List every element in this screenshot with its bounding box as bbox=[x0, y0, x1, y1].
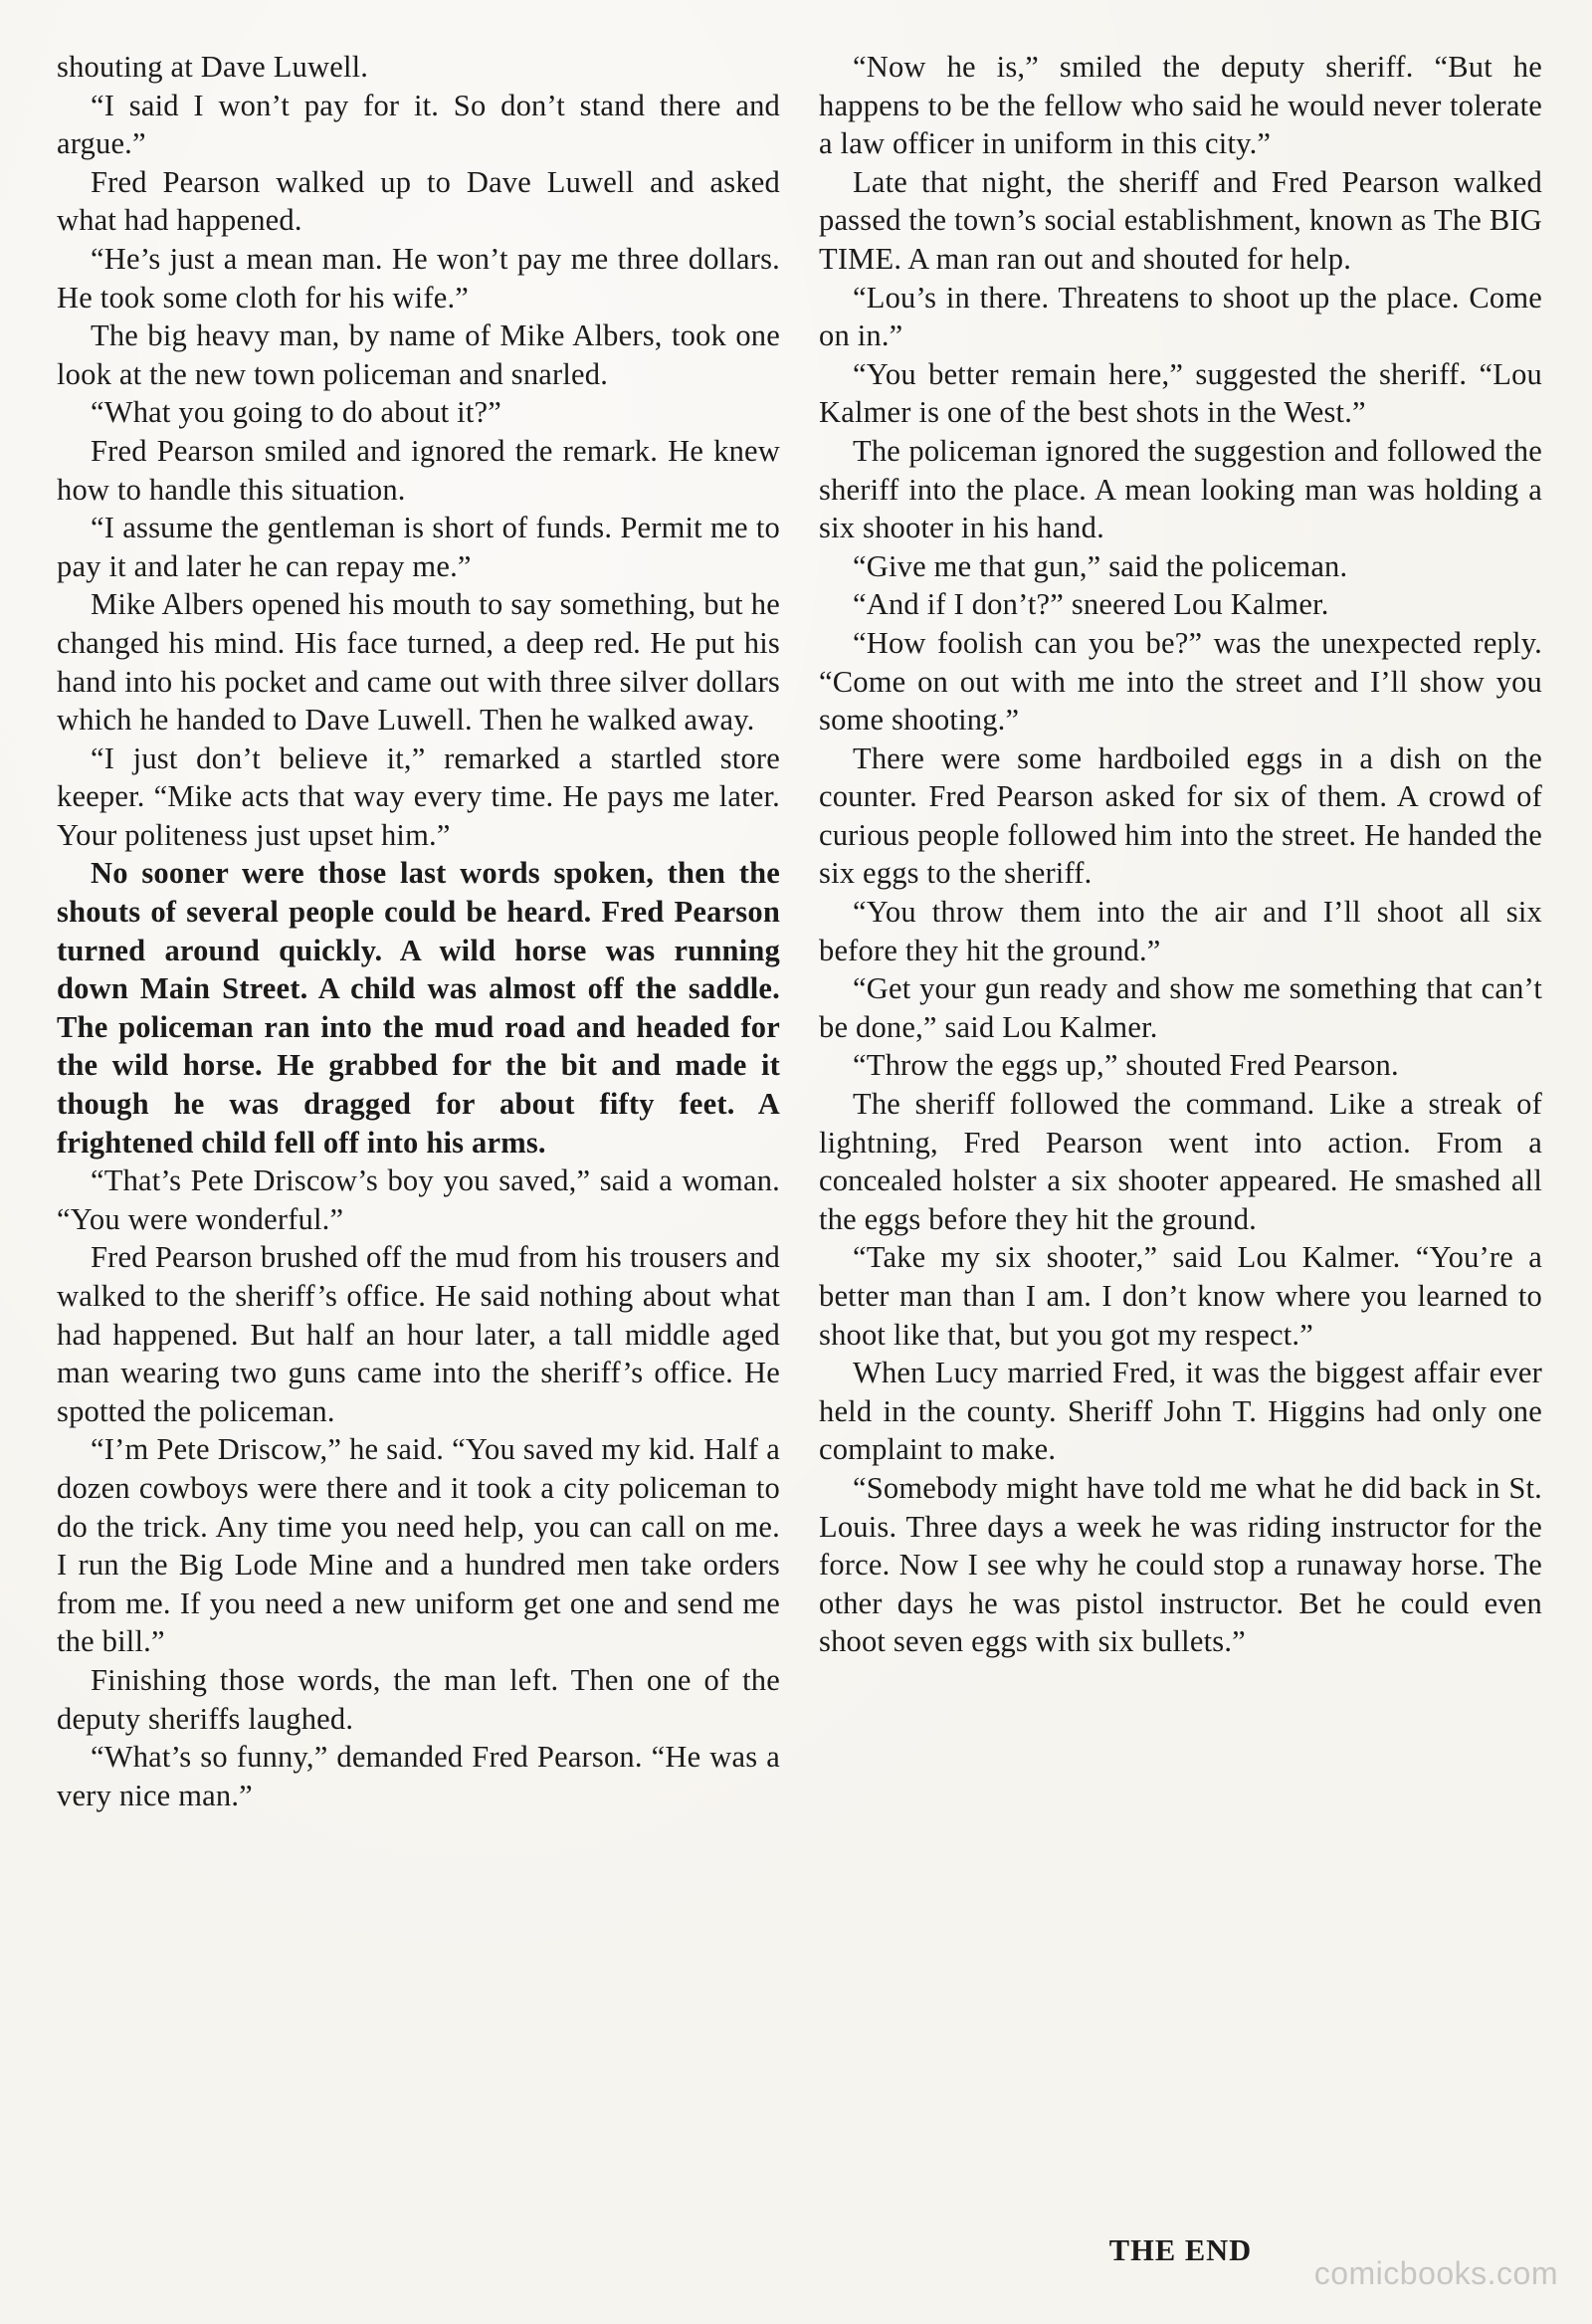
paragraph: When Lucy married Fred, it was the biggest affair ever held in the county. Sheriff John T. Higgins had only one complaint to make. bbox=[819, 1356, 1542, 1467]
paragraph: The sheriff followed the command. Like a streak of lightning, Fred Pearson went into action. From a concealed holster a six shooter appeared. He smashed all the eggs before they hit the ground. bbox=[819, 1087, 1542, 1236]
right-text-column bbox=[819, 48, 1542, 1661]
paragraph: “Throw the eggs up,” shouted Fred Pearson. bbox=[853, 1048, 1399, 1083]
the-end-label: THE END bbox=[1108, 2233, 1253, 2267]
watermark: comicbooks.com bbox=[1313, 2255, 1558, 2291]
paragraph: “Get your gun ready and show me something that can’t be done,” said Lou Kalmer. bbox=[819, 971, 1542, 1044]
paragraph: Fred Pearson brushed off the mud from his trousers and walked to the sheriff’s office. He said nothing about what had happened. But half an hour later, a tall middle aged man wearing two guns came into the sheriff’s office. He spotted the policeman. bbox=[57, 1240, 780, 1428]
paragraph: The big heavy man, by name of Mike Albers, took one look at the new town policeman and snarled. bbox=[57, 318, 780, 391]
paragraph: “You better remain here,” suggested the sheriff. “Lou Kalmer is one of the best shots in the West.” bbox=[819, 356, 1542, 430]
paragraph: “And if I don’t?” sneered Lou Kalmer. bbox=[853, 587, 1329, 622]
paragraph: “I’m Pete Driscow,” he said. “You saved my kid. Half a dozen cowboys were there and it took a city policeman to do the trick. Any time you need help, you can call on me. I run the Big Lode Mine and a hundred men take orders from me. If you need a new uniform get one and send me the bill.” bbox=[57, 1432, 780, 1659]
paragraph: Late that night, the sheriff and Fred Pearson walked passed the town’s social establishment, known as The BIG TIME. A man ran out and shouted for help. bbox=[819, 164, 1542, 276]
paragraph: “Give me that gun,” said the policeman. bbox=[853, 548, 1348, 583]
paragraph: “I assume the gentleman is short of funds. Permit me to pay it and later he can repay me.” bbox=[57, 511, 780, 583]
paragraph: “Take my six shooter,” said Lou Kalmer. “You’re a better man than I am. I don’t know where you learned to shoot like that, but you got my respect.” bbox=[819, 1240, 1542, 1352]
paragraph: “Lou’s in there. Threatens to shoot up the place. Come on in.” bbox=[819, 280, 1542, 353]
paragraph: The policeman ignored the suggestion and followed the sheriff into the place. A mean looking man was holding a six shooter in his hand. bbox=[819, 433, 1542, 545]
paragraph: Fred Pearson walked up to Dave Luwell and asked what had happened. bbox=[57, 164, 780, 238]
paragraph: shouting at Dave Luwell. bbox=[57, 50, 369, 84]
paragraph: “Somebody might have told me what he did back in St. Louis. Three days a week he was riding instructor for the force. Now I see why he could stop a runaway horse. The other days he was pistol instructor. Bet he could even shoot seven eggs with six bullets.” bbox=[819, 1470, 1542, 1659]
paragraph: “Now he is,” smiled the deputy sheriff. “But he happens to be the fellow who said he would never tolerate a law officer in uniform in this city.” bbox=[819, 50, 1542, 161]
left-text-column bbox=[57, 48, 780, 1814]
paragraph: There were some hardboiled eggs in a dish on the counter. Fred Pearson asked for six of them. A crowd of curious people followed him into the street. He handed the six eggs to the sheriff. bbox=[819, 740, 1542, 891]
paragraph: Finishing those words, the man left. Then one of the deputy sheriffs laughed. bbox=[57, 1662, 780, 1736]
paragraph: “What you going to do about it?” bbox=[91, 395, 501, 430]
paragraph: “I just don’t believe it,” remarked a startled store keeper. “Mike acts that way every time. He pays me later. Your politeness just upset him.” bbox=[57, 740, 780, 852]
paragraph: “I said I won’t pay for it. So don’t stand there and argue.” bbox=[57, 88, 780, 161]
paragraph: Mike Albers opened his mouth to say something, but he changed his mind. His face turned, a deep red. He put his hand into his pocket and came out with three silver dollars which he handed to Dave Luwell. Then he walked away. bbox=[57, 587, 780, 738]
paragraph: “He’s just a mean man. He won’t pay me three dollars. He took some cloth for his wife.” bbox=[57, 241, 780, 315]
paragraph: “That’s Pete Driscow’s boy you saved,” said a woman. “You were wonderful.” bbox=[57, 1163, 780, 1236]
paragraph-bold: No sooner were those last words spoken, then the shouts of several people could be heard. Fred Pearson turned around quickly. A wild horse was running down Main Street. A child was almost off the saddle. The policeman ran into the mud road and headed for the wild horse. He grabbed for the bit and made it though he was dragged for about fifty feet. A frightened child fell off into his arms. bbox=[57, 856, 780, 1160]
paragraph: “What’s so funny,” demanded Fred Pearson. “He was a very nice man.” bbox=[57, 1740, 780, 1812]
paragraph: Fred Pearson smiled and ignored the remark. He knew how to handle this situation. bbox=[57, 433, 780, 507]
paragraph: “How foolish can you be?” was the unexpected reply. “Come on out with me into the street and I’ll show you some shooting.” bbox=[819, 625, 1542, 738]
paragraph: “You throw them into the air and I’ll shoot all six before they hit the ground.” bbox=[819, 895, 1542, 967]
